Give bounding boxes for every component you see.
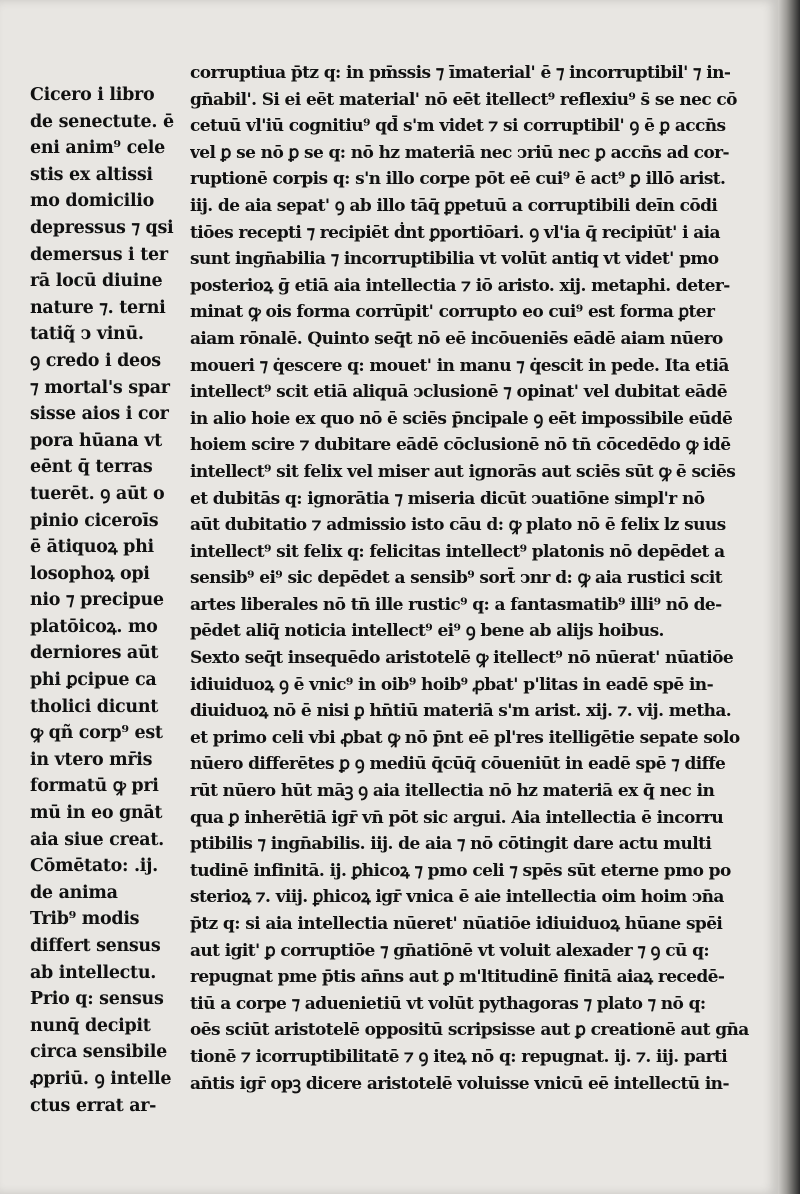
margin-text-line: rā locū diuine bbox=[30, 271, 163, 292]
margin-text-line: formatū ꝙ pri bbox=[30, 776, 159, 797]
margin-text-line: ꝙ qñ corp⁹ est bbox=[30, 723, 163, 744]
main-text-line: in alio hoie ex quo nō ē sciēs p̄ncipale ꝯ eēt impossibile eūdē bbox=[190, 408, 733, 429]
main-text-line: artes liberales nō tn̄ ille rustic⁹ q: a fantasmatib⁹ illi⁹ nō de- bbox=[190, 594, 722, 615]
main-text-line: repugnat pme p̄tis an̄ns aut ꝑ m'ltitudinē finitā aiaꝝ recedē- bbox=[190, 967, 725, 988]
margin-text-line: ꝯ credo i deos bbox=[30, 350, 161, 371]
margin-text-line: ꝓpriū. ꝯ intelle bbox=[30, 1068, 172, 1089]
main-text-column bbox=[190, 60, 768, 1097]
main-text-line: iij. de aia sepat' ꝯ ab illo tāq̄ ꝑpetuū a corruptibili deīn cōdi bbox=[190, 195, 718, 216]
margin-text-line: ē ātiquoꝝ phi bbox=[30, 537, 154, 558]
margin-text-line: pinio ciceroīs bbox=[30, 510, 159, 531]
main-text-line: et dubitās q: ignorātia ⁊ miseria dicūt ↄuatiōne simpl'r nō bbox=[190, 488, 705, 509]
main-text-line: intellect⁹ scit etiā aliquā ↄclusionē ⁊ opinat' vel dubitat eādē bbox=[190, 382, 727, 403]
margin-text-line: platōicoꝝ. mo bbox=[30, 616, 158, 637]
main-text-line: ptibilis ⁊ ingn̄abilis. iij. de aia ⁊ nō cōtingit dare actu multi bbox=[190, 834, 712, 855]
margin-text-line: mū in eo gnāt bbox=[30, 803, 163, 824]
main-text-line: rūt nūero hūt māꝫ ꝯ aia itellectia nō hz materiā ex q̄ nec in bbox=[190, 781, 715, 802]
margin-text-line: aia siue creat. bbox=[30, 829, 164, 850]
margin-text-line: differt sensus bbox=[30, 936, 161, 956]
main-text-line: hoiem scire ⁊ dubitare eādē cōclusionē nō tn̄ cōcedēdo ꝙ idē bbox=[190, 435, 731, 456]
margin-text-line: de senectute. ē bbox=[30, 111, 174, 132]
main-text-line: sunt ingn̄abilia ⁊ incorruptibilia vt volūt antiq vt videt' pmo bbox=[190, 249, 719, 270]
margin-text-line: eni anim⁹ cele bbox=[30, 138, 165, 159]
main-text-line: pēdet aliq̄ noticia intellect⁹ ei⁹ ꝯ bene ab alijs hoibus. bbox=[190, 621, 664, 642]
main-text-line: diuiduoꝝ nō ē nisi ꝑ hn̄tiū materiā s'm arist. xij. ⁊. vij. metha. bbox=[190, 701, 732, 722]
margin-text-line: depressus ⁊ qsi bbox=[30, 217, 174, 238]
main-text-line: qua ꝑ inherētiā igr̄ vn̄ pōt sic argui. Aia intellectia ē incorru bbox=[190, 807, 724, 828]
main-text-line: idiuiduoꝝ ꝯ ē vnic⁹ in oib⁹ hoib⁹ ꝓbat' p'litas in eadē spē in- bbox=[190, 674, 714, 695]
main-text-line: vel ꝑ se nō ꝑ se q: nō hz materiā nec ↄriū nec ꝑ accn̄s ad cor- bbox=[190, 142, 729, 163]
main-text-line: tiōes recepti ⁊ recipiēt ḋnt ꝑportiōari. ꝯ vl'ia q̄ recipiūt' i aia bbox=[190, 222, 720, 243]
main-text-line: corruptiua p̄tz q: in pm̄ssis ⁊ īmaterial' ē ⁊ incorruptibil' ⁊ in- bbox=[190, 63, 731, 83]
marginal-gloss-column bbox=[30, 82, 180, 1119]
main-text-line: tudinē infinitā. ij. ꝑhicoꝝ ⁊ pmo celi ⁊ spēs sūt eterne pmo po bbox=[190, 860, 731, 881]
main-text-line: tionē ⁊ icorruptibilitatē ⁊ ꝯ iteꝝ nō q: repugnat. ij. ⁊. iij. parti bbox=[190, 1046, 728, 1067]
main-text-line: tiū a corpe ⁊ aduenietiū vt volūt pythagoras ⁊ plato ⁊ nō q: bbox=[190, 993, 706, 1014]
main-text-line: nūero differētes ꝑ ꝯ mediū q̄cūq̄ cōueniūt in eadē spē ⁊ diffe bbox=[190, 754, 726, 775]
margin-text-line: de anima bbox=[30, 882, 118, 903]
margin-text-line: tuerēt. ꝯ aūt o bbox=[30, 483, 165, 504]
margin-text-line: Trib⁹ modis bbox=[30, 909, 140, 930]
margin-text-line: nunq̄ decipit bbox=[30, 1015, 151, 1036]
main-text-line: sterioꝝ ⁊. viij. ꝑhicoꝝ igr̄ vnica ē aie intellectia oim hoim ↄn̄a bbox=[190, 887, 724, 908]
main-text-line: intellect⁹ sit felix vel miser aut ignorās aut sciēs sūt ꝙ ē sciēs bbox=[190, 461, 736, 482]
margin-text-line: stis ex altissi bbox=[30, 164, 153, 185]
margin-text-line: losophoꝝ opi bbox=[30, 563, 150, 584]
margin-text-line: tholici dicunt bbox=[30, 696, 159, 717]
main-text-line: oēs sciūt aristotelē oppositū scripsisse aut ꝑ creationē aut gn̄a bbox=[190, 1020, 749, 1041]
main-text-line: p̄tz q: si aia intellectia nūeret' nūatiōe idiuiduoꝝ hūane spēi bbox=[190, 914, 723, 934]
margin-text-line: circa sensibile bbox=[30, 1042, 167, 1063]
margin-text-line: demersus i ter bbox=[30, 244, 168, 265]
margin-text-line: ⁊ mortal's spar bbox=[30, 377, 170, 398]
margin-text-line: nio ⁊ precipue bbox=[30, 590, 164, 611]
margin-text-line: in vtero mr̄is bbox=[30, 749, 153, 770]
margin-text-line: ab intellectu. bbox=[30, 962, 157, 983]
main-text-line: ruptionē corpis q: s'n illo corpe pōt eē cui⁹ ē act⁹ ꝑ illō arist. bbox=[190, 169, 726, 190]
margin-text-line: ctus errat ar- bbox=[30, 1095, 157, 1116]
margin-text-line: phi ꝑcipue ca bbox=[30, 670, 157, 691]
main-text-line: Sexto seq̄t insequēdo aristotelē ꝙ itellect⁹ nō nūerat' nūatiōe bbox=[190, 648, 734, 669]
margin-text-line: eēnt q̄ terras bbox=[30, 457, 153, 478]
main-text-line: aiam rōnalē. Quinto seq̄t nō eē incōueniēs eādē aiam nūero bbox=[190, 328, 723, 349]
main-text-line: aūt dubitatio ⁊ admissio isto cāu d: ꝙ plato nō ē felix lz suus bbox=[190, 515, 726, 536]
margin-text-line: Cōmētato: .ij. bbox=[30, 856, 158, 877]
margin-text-line: tatiq̃ ↄ vinū. bbox=[30, 324, 144, 345]
margin-text-line: Cicero i libro bbox=[30, 85, 155, 105]
main-text-line: sensib⁹ ei⁹ sic depēdet a sensib⁹ sort̄ ↄnr d: ꝙ aia rustici scit bbox=[190, 568, 722, 589]
main-text-line: gn̄abil'. Si ei eēt material' nō eēt itellect⁹ reflexiu⁹ s̄ se nec cō bbox=[190, 89, 737, 110]
margin-text-line: nature ⁊. terni bbox=[30, 297, 166, 318]
margin-text-line: sisse aios i cor bbox=[30, 404, 169, 425]
main-text-line: intellect⁹ sit felix q: felicitas intellect⁹ platonis nō depēdet a bbox=[190, 541, 725, 562]
main-text-line: et primo celi vbi ꝓbat ꝙ nō p̄nt eē pl'res itelligētie sepate solo bbox=[190, 727, 740, 748]
main-text-line: an̄tis igr̄ opꝫ dicere aristotelē voluisse vnicū eē intellectū in- bbox=[190, 1073, 729, 1094]
margin-text-line: Prio q: sensus bbox=[30, 989, 164, 1010]
main-text-line: aut igit' ꝑ corruptiōe ⁊ gn̄atiōnē vt voluit alexader ⁊ ꝯ cū q: bbox=[190, 940, 710, 961]
margin-text-line: pora hūana vt bbox=[30, 430, 162, 451]
margin-text-line: derniores aūt bbox=[30, 643, 159, 664]
main-text-line: moueri ⁊ q̇escere q: mouet' in manu ⁊ q̇escit in pede. Ita etiā bbox=[190, 355, 729, 376]
main-text-line: cetuū vl'iū cognitiu⁹ qd̄ s'm videt ⁊ si corruptibil' ꝯ ē ꝑ accn̄s bbox=[190, 116, 726, 137]
margin-text-line: mo domicilio bbox=[30, 191, 155, 212]
main-text-line: posterioꝝ ḡ etiā aia intellectia ⁊ iō aristo. xij. metaphi. deter- bbox=[190, 275, 730, 296]
page-edge-shadow bbox=[778, 0, 800, 1194]
main-text-line: minat ꝙ ois forma corrūpit' corrupto eo cui⁹ est forma ꝑter bbox=[190, 302, 715, 323]
